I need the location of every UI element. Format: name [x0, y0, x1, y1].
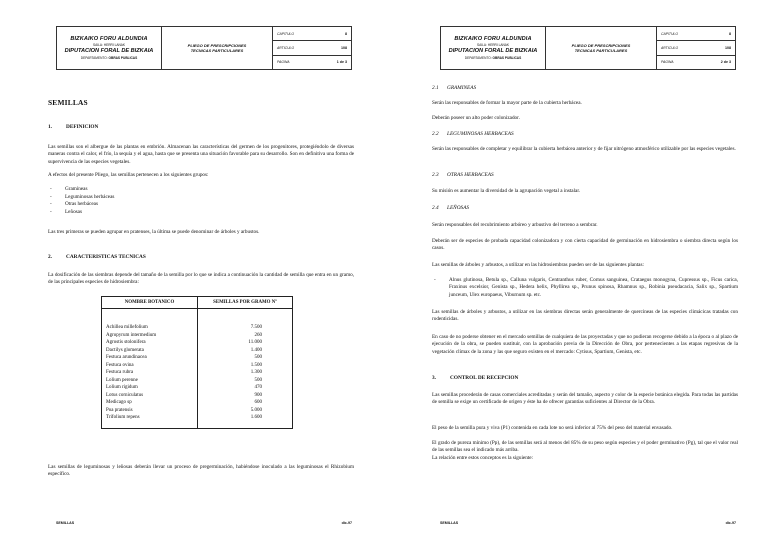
section-2-title: CARACTERISTICAS TECNICAS [66, 254, 146, 260]
articulo-label: ARTICULO [277, 45, 295, 50]
heading-2-2-number: 2.2 [432, 131, 439, 137]
pagina-value: 2 de 3 [720, 60, 731, 65]
list-item-text: Otras herbáceas [65, 201, 98, 208]
table-row-name: Festuca arundinacea [106, 355, 147, 360]
table-row-value: 1.400 [250, 347, 262, 353]
articulo-label: ARTICULO [661, 45, 679, 50]
table-row-value: 600 [254, 400, 262, 405]
header-meta [273, 27, 351, 69]
table-row-name: Agrostis stolonifera [106, 340, 146, 345]
org-name: BIZKAIKO FORU ALDUNDIA [454, 36, 532, 42]
table-row-value: 1.600 [250, 415, 262, 420]
table-names-cell [102, 309, 198, 429]
table-row-value: 500 [254, 355, 262, 360]
paragraph-definition: Las semillas son el albergue de las plantas en embrión. Almacenan las características del germen de los progenitores, protegiéndolo de diversas maneras contra el calor, el frío, la sequía y el agua, hasta que se presenta una situación favorable para su desarrollo. Son en definitiva una forma de supervivencia de las especies vegetales. [48, 144, 354, 165]
department [81, 56, 137, 60]
table-row-name: Trifolium repens [106, 415, 140, 420]
header-doc-title [546, 27, 657, 69]
meta-articulo [657, 41, 735, 55]
doc-title-line2: TECNICAS PARTICULARES [190, 48, 244, 53]
section-2-heading [48, 254, 146, 260]
section-3-number: 3. [432, 375, 436, 381]
paragraph-groups-note: Las tres primeras se pueden agrupar en pratenses, la última se puede denominar de árboles y arbustos. [48, 229, 260, 235]
org-name-es: DIPUTACION FORAL DE BIZKAIA [64, 48, 154, 54]
pagina-label: PAGINA [661, 60, 674, 65]
table-row-name: Dactilys glomerata [106, 347, 144, 353]
paragraph-leguminosas: Serán las responsables de completar y equilibrar la cubierta herbácea anterior y de fijar nitrógeno atmosférico utilizable por las especies vegetales. [432, 146, 736, 152]
list-item: - Alnus glutinosa, Betula sp., Calluna vulgaris, Centranthus ruber, Cornus sanguinea, Crataegus monogyna, Cupressus sp., Ficus carica, Fraxinus excelsior, Genista sp., Hedera helix, Phyllirea sp., Prunus spinosa, Rhamnus sp., Robinia pseudacacia, Salix sp., Spartium junceum, Ulex europaeus, Viburnum sp. etc. [434, 277, 738, 298]
table-row-value: 5.000 [250, 407, 262, 413]
table-row-name: Lotus corniculatus [106, 392, 144, 398]
list-item-text: Alnus glutinosa, Betula sp., Calluna vulgaris, Centranthus ruber, Cornus sanguinea, Crataegus monogyna, Cupressus sp., Ficus carica, Fraxinus excelsior, Genista sp., Hedera helix, Phyllirea sp., Prunus spinosa, Rhamnus sp., Robinia pseudacacia, Salix sp., Spartium junceum, Ulex europaeus, Viburnum sp. etc. [449, 277, 738, 298]
table-header-row [102, 297, 293, 309]
pagina-value: 1 de 3 [336, 60, 347, 65]
doc-title-line1: PLIEGO DE PRESCRIPCIONES [187, 42, 247, 48]
capitulo-value: 8 [729, 31, 731, 36]
articulo-value: 108 [725, 45, 731, 50]
footer-date: dic-97 [341, 521, 352, 525]
section-1-number: 1. [48, 124, 52, 130]
page-title: SEMILLAS [48, 98, 88, 107]
paragraph-weight: El peso de la semilla pura y viva (P1) contenida en cada lote no será inferior al 75% del peso del material envasado. [432, 425, 673, 431]
meta-capitulo [657, 27, 735, 41]
footer [56, 521, 352, 525]
paragraph-lenosas-2: Deberán ser de especies de probada capacidad colonizadora y con cierta capacidad de germinación en hidrosiembra o siembra directa según los casos. [432, 238, 738, 252]
table-row-name: Festuca rubra [106, 370, 134, 375]
table-row-value: 1.500 [250, 362, 262, 368]
org-name-es: DIPUTACION FORAL DE BIZKAIA [448, 48, 538, 54]
table-row-value: 470 [254, 385, 262, 390]
doc-title-line2: TECNICAS PARTICULARES [574, 48, 628, 53]
list-item: - Otras herbáceas [50, 201, 98, 208]
heading-2-1-title: GRAMINEAS [447, 85, 477, 91]
capitulo-label: CAPITULO [661, 31, 678, 36]
doc-title-line1: PLIEGO DE PRESCRIPCIONES [571, 42, 631, 48]
table-row-value: 11.000 [248, 340, 262, 345]
header-box [440, 26, 736, 70]
table-row-name: Lolium rigidum [106, 385, 138, 390]
section-3-heading [432, 375, 518, 381]
org-sub: SAILA: HERRI LANAK [92, 43, 126, 47]
meta-articulo [273, 41, 351, 55]
list-item-text: Leñosas [65, 208, 82, 215]
heading-2-4 [432, 205, 469, 211]
page-right [384, 0, 768, 543]
list-item: - Leguminosas herbáceas [50, 193, 115, 200]
heading-2-3-title: OTRAS HERBACEAS [447, 172, 494, 178]
list-item: - Gramíneas [50, 186, 88, 192]
table-header-seeds: SEMILLAS POR GRAMO Nº [198, 297, 293, 309]
footer-title: SEMILLAS [440, 521, 459, 525]
paragraph-lenosas-1: Serán responsables del recubrimiento arbóreo y arbustivo del terreno a sembrar. [432, 222, 598, 228]
heading-2-4-number: 2.4 [432, 205, 439, 211]
table-row-value: 500 [254, 377, 262, 383]
table-row-name: Festuca ovina [106, 362, 134, 368]
heading-2-2 [432, 131, 514, 137]
department-label: DEPARTAMENTO: [80, 56, 108, 60]
table-row-name: Achillea millefolium [106, 325, 148, 330]
section-3-title: CONTROL DE RECEPCION [450, 375, 519, 381]
capitulo-value: 8 [345, 31, 347, 36]
paragraph-plants-intro: Las semillas de árboles y arbustos, a utilizar en las hidrosiembras pueden ser de las siguientes plantas: [432, 262, 644, 268]
table-row-name: Lolium perenne [106, 377, 138, 383]
table-row-name: Agropyrum intermedium [106, 332, 157, 338]
header-doc-title [162, 27, 273, 69]
table-header-name: NOMBRE BOTANICO [102, 297, 198, 309]
org-sub: SAILA: HERRI LANAK [476, 43, 510, 47]
table-row-value: 900 [254, 392, 262, 398]
section-1-heading [48, 124, 98, 130]
department [465, 56, 521, 60]
heading-2-1 [432, 85, 476, 91]
list-item: - Leñosas [50, 208, 82, 215]
paragraph-reception: Las semillas procederán de casas comerciales acreditadas y serán del tamaño, aspecto y color de la especie botánica elegida. Para todas las partidas de semilla se exige un certificado de origen y éste ha de ofrecer garantías suficientes al Director de la Obra. [432, 392, 738, 406]
paragraph-dosage: La dosificación de las siembras depende del tamaño de la semilla por lo que se indica a continuación la cantidad de semilla que entra en un gramo, de las principales especies de hidrosiembra: [48, 272, 354, 286]
footer [440, 521, 736, 525]
footer-date: dic-97 [725, 521, 736, 525]
list-item-text: Gramíneas [65, 186, 88, 192]
heading-2-2-title: LEGUMINOSAS HERBACEAS [447, 131, 514, 137]
heading-2-4-title: LEÑOSAS [447, 205, 470, 211]
heading-2-1-number: 2.1 [432, 85, 439, 91]
department-value: OBRAS PUBLICAS [108, 56, 138, 60]
department-value: OBRAS PUBLICAS [492, 56, 522, 60]
table-body-row [102, 309, 293, 429]
header-organization [441, 27, 546, 69]
header-organization [57, 27, 162, 69]
articulo-value: 108 [341, 45, 347, 50]
pagina-label: PAGINA [277, 60, 290, 65]
paragraph-pregermination: Las semillas de leguminosas y leñosas deberán llevar un proceso de pregerminación, habiéndose inoculado a las leguminosas el Rhizobium específico. [48, 464, 354, 478]
paragraph-substitution: En caso de no poderse obtener en el mercado semillas de cualquiera de las proyectadas y que no pudieran recogerse debido a la época o al plazo de ejecución de la obra, se pueden sustituir, con la aprobación previa de la Dirección de Obra, por pertenecientes a las etapas regresivas de la vegetación clímax de la zona y las que seguro existen en el mercado: Cytisus, Spartium, Genista, etc. [432, 334, 738, 355]
meta-pagina [657, 56, 735, 69]
groups-list [50, 186, 114, 216]
capitulo-label: CAPITULO [277, 31, 294, 36]
list-item-text: Leguminosas herbáceas [65, 193, 115, 200]
department-label: DEPARTAMENTO: [464, 56, 492, 60]
table-row-name: Medicago sp [106, 400, 132, 405]
table-row-value: 260 [254, 332, 262, 338]
table-row-value: 7.500 [250, 325, 262, 330]
section-1-title: DEFINICION [66, 124, 99, 130]
footer-title: SEMILLAS [56, 521, 75, 525]
seeds-table [101, 296, 293, 429]
meta-pagina [273, 56, 351, 69]
header-box [56, 26, 352, 70]
plants-list [434, 277, 738, 299]
header-meta [657, 27, 735, 69]
heading-2-3 [432, 172, 494, 178]
paragraph-otras: Su misión es aumentar la diversidad de la agrupación vegetal a instalar. [432, 188, 581, 194]
section-2-number: 2. [48, 254, 52, 260]
paragraph-groups-intro: A efectos del presente Pliego, las semillas pertenecen a los siguientes grupos: [48, 172, 209, 178]
table-row-value: 1.300 [250, 370, 262, 375]
table-row-name: Poa pratensis [106, 407, 133, 413]
heading-2-3-number: 2.3 [432, 172, 439, 178]
paragraph-purity: El grado de pureza mínimo (Pp), de las semillas será al menos del 85% de su peso según especies y el poder germinativo (Pg), tal que el valor real de las semillas sea el indicado más arriba. [432, 440, 738, 454]
org-name: BIZKAIKO FORU ALDUNDIA [70, 36, 148, 42]
paragraph-gramineas-1: Serán las responsables de formar la mayor parte de la cubierta herbácea. [432, 100, 582, 106]
paragraph-direct-sowing: Las semillas de árboles y arbustos, a utilizar en las siembras directas serán generalmente de quercineas de las especies climácicas tratadas con rodenticidas. [432, 309, 738, 323]
table-values-cell [198, 309, 293, 429]
paragraph-gramineas-2: Deberán poseer un alto poder colonizador. [432, 115, 520, 121]
meta-capitulo [273, 27, 351, 41]
paragraph-relation: La relación entre estos conceptos es la siguiente: [432, 455, 533, 461]
